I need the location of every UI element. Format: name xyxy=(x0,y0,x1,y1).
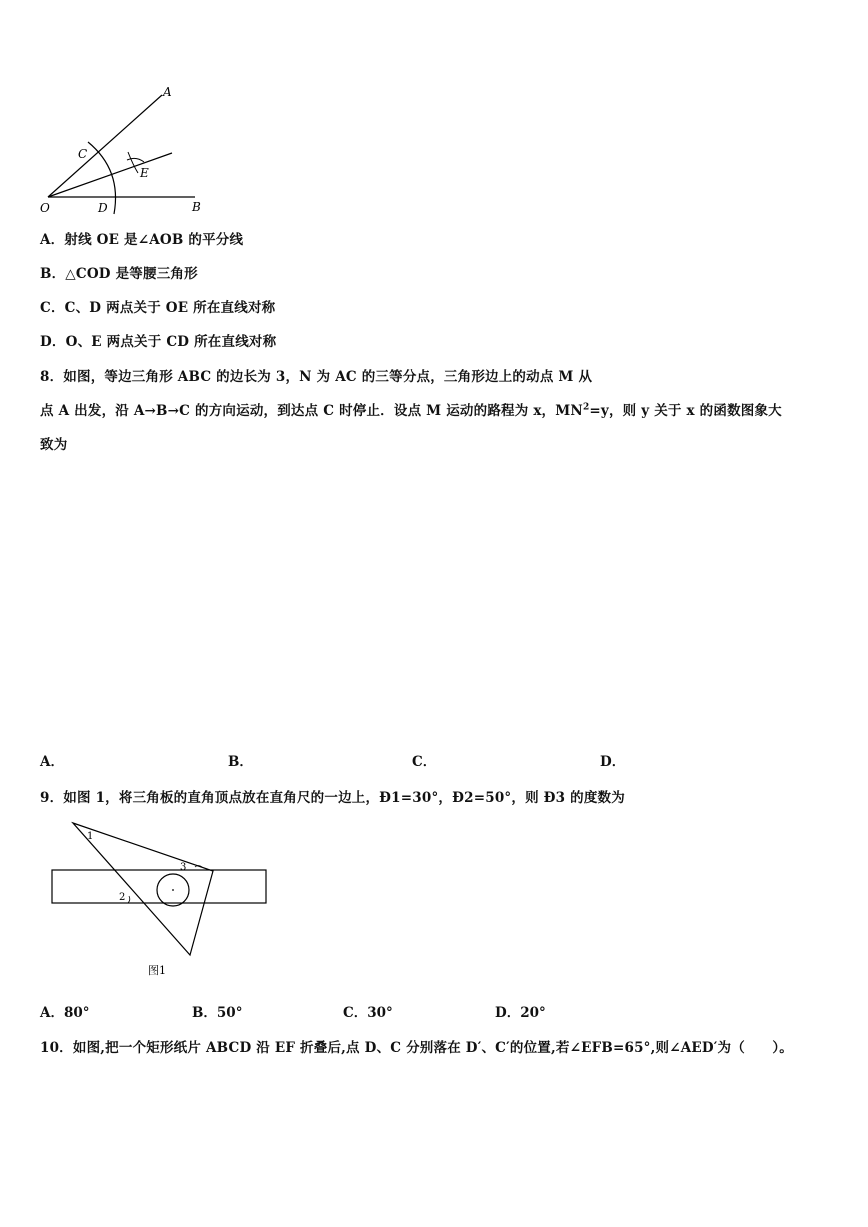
label-E: E xyxy=(140,166,149,180)
q9-option-d: D．20° xyxy=(495,1005,546,1021)
q8-option-c: C． xyxy=(412,754,437,770)
q9-option-c: C．30° xyxy=(343,1005,393,1021)
q8-text-line1: 8．如图，等边三角形 ABC 的边长为 3，N 为 AC 的三等分点，三角形边上的动点 M 从 xyxy=(40,369,593,385)
q8-text-line3: 致为 xyxy=(40,437,68,453)
q8-text-line2-b: =y，则 y 关于 x 的函数图象大 xyxy=(589,403,782,419)
angle-label-1: 1 xyxy=(87,831,94,842)
q8-superscript: 2 xyxy=(582,402,590,413)
angle-bisector-figure xyxy=(30,80,220,220)
label-O: O xyxy=(40,201,50,215)
q8-option-d: D． xyxy=(600,754,626,770)
q9-option-a: A．80° xyxy=(40,1005,90,1021)
q10-text: 10．如图,把一个矩形纸片 ABCD 沿 EF 折叠后,点 D、C 分别落在 D′、C′的位置,若∠EFB=65°,则∠AED′为（ ）。 xyxy=(40,1040,794,1056)
q9-option-b: B．50° xyxy=(192,1005,243,1021)
label-B: B xyxy=(192,200,201,214)
angle-label-2: 2 xyxy=(119,892,126,903)
angle-label-3: 3 xyxy=(180,862,187,873)
q7-option-d: D．O、E 两点关于 CD 所在直线对称 xyxy=(40,334,277,350)
figure-caption: 图1 xyxy=(148,964,166,977)
q8-option-a: A． xyxy=(40,754,64,770)
q7-option-c: C．C、D 两点关于 OE 所在直线对称 xyxy=(40,300,276,316)
label-A: A xyxy=(163,85,172,99)
triangle-ruler-figure xyxy=(45,818,275,983)
q8-option-b: B． xyxy=(228,754,253,770)
q8-text-line2-a: 点 A 出发，沿 A→B→C 的方向运动，到达点 C 时停止．设点 M 运动的路程为 x，MN xyxy=(40,403,583,419)
q9-text: 9．如图 1，将三角板的直角顶点放在直角尺的一边上，Ð1=30°，Ð2=50°，则 Ð3 的度数为 xyxy=(40,790,625,806)
q7-option-b: B．△COD 是等腰三角形 xyxy=(40,266,198,282)
q8-text-line2 xyxy=(40,399,782,419)
q7-option-a: A．射线 OE 是∠AOB 的平分线 xyxy=(40,232,244,248)
label-D: D xyxy=(98,201,108,215)
label-C: C xyxy=(78,147,88,161)
